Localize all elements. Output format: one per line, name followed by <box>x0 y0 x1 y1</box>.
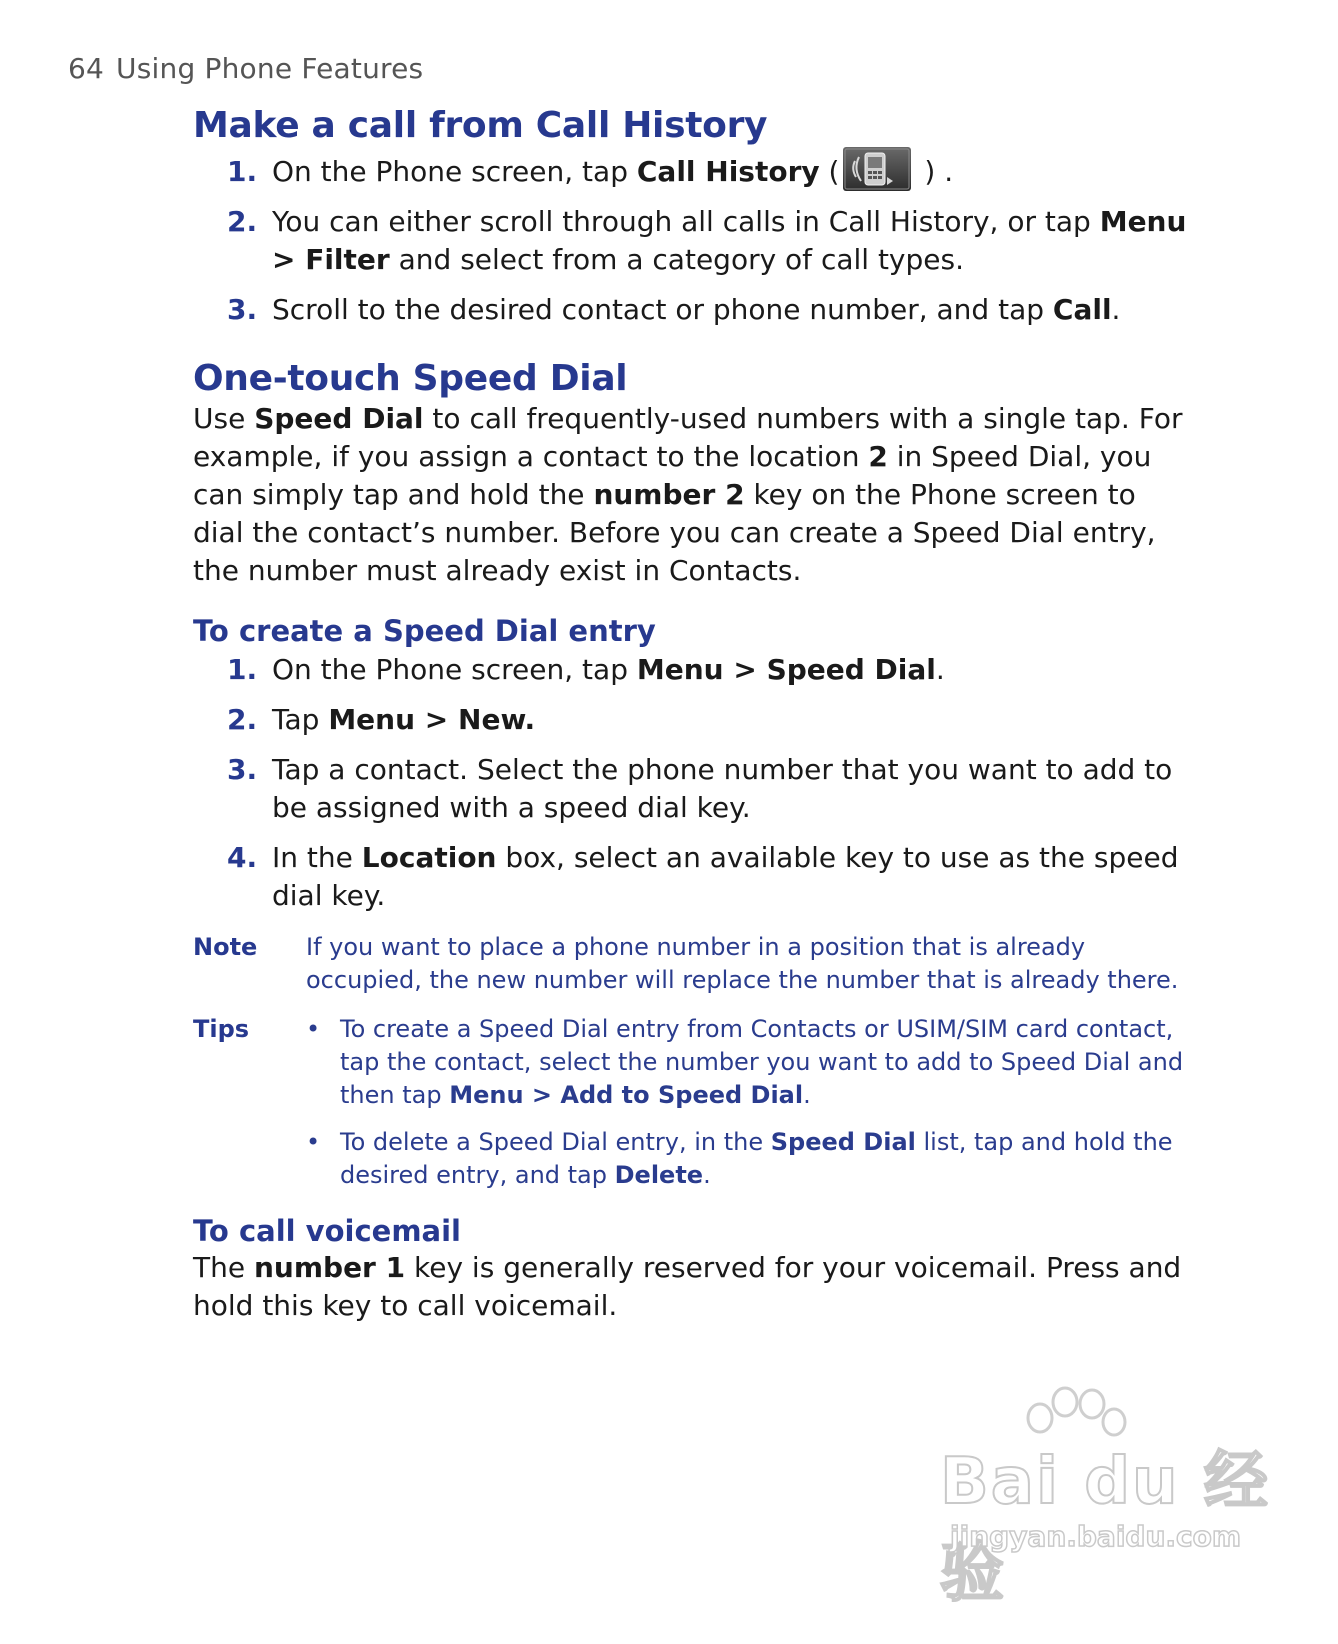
running-header <box>68 52 423 85</box>
create-speed-dial-heading: To create a Speed Dial entry <box>193 614 656 649</box>
page-content <box>193 104 1193 1325</box>
page-number: 64 <box>68 52 105 85</box>
list-item: 3. Scroll to the desired contact or phone number, and tap Call. <box>227 293 1121 327</box>
speed-dial-intro: Use Speed Dial to call frequently-used numbers with a single tap. For example, if you assign a contact to the location 2 in Speed Dial, you can simply tap and hold the number 2 key on the Phone screen to dial the contact’s number. Before you can create a Speed Dial entry, the number must already exist in Contacts. <box>193 402 1183 588</box>
watermark-brand: Bai du 经验 <box>940 1445 1270 1611</box>
list-item: 1. On the Phone screen, tap Call History ( ) . <box>193 153 1193 191</box>
note-block <box>193 931 1193 997</box>
call-history-heading: Make a call from Call History <box>193 105 768 146</box>
speed-dial-heading: One-touch Speed Dial <box>193 358 628 400</box>
list-item: 4. In the Location box, select an available key to use as the speed dial key. <box>227 841 1179 913</box>
list-item: 3. Tap a contact. Select the phone number that you want to add to be assigned with a speed dial key. <box>227 753 1173 825</box>
baidu-watermark <box>940 1400 1270 1611</box>
voicemail-text: The number 1 key is generally reserved for your voicemail. Press and hold this key to call voicemail. <box>193 1250 1182 1322</box>
list-item: 2. Tap Menu > New. <box>227 703 536 737</box>
call-history-icon <box>843 147 911 191</box>
watermark-url: jingyan.baidu.com <box>950 1520 1242 1553</box>
tips-block <box>193 1013 1193 1192</box>
section-title: Using Phone Features <box>116 52 424 85</box>
tips-label: Tips <box>193 1015 250 1044</box>
list-item: 2. You can either scroll through all calls in Call History, or tap Menu > Filter and select from a category of call types. <box>227 205 1187 277</box>
create-speed-dial-steps <box>193 651 1193 915</box>
list-item: 1. On the Phone screen, tap Menu > Speed Dial. <box>227 653 945 687</box>
voicemail-heading: To call voicemail <box>193 1214 461 1249</box>
note-label: Note <box>193 933 258 962</box>
list-item: • To delete a Speed Dial entry, in the Speed Dial list, tap and hold the desired entry, and tap Delete. <box>306 1128 1173 1190</box>
tips-list <box>306 1013 1193 1192</box>
note-text: If you want to place a phone number in a position that is already occupied, the new number will replace the number that is already there. <box>306 933 1179 995</box>
list-item: • To create a Speed Dial entry from Contacts or USIM/SIM card contact, tap the contact, select the number you want to add to Speed Dial and then tap Menu > Add to Speed Dial. <box>306 1015 1184 1110</box>
call-history-steps <box>193 153 1193 329</box>
